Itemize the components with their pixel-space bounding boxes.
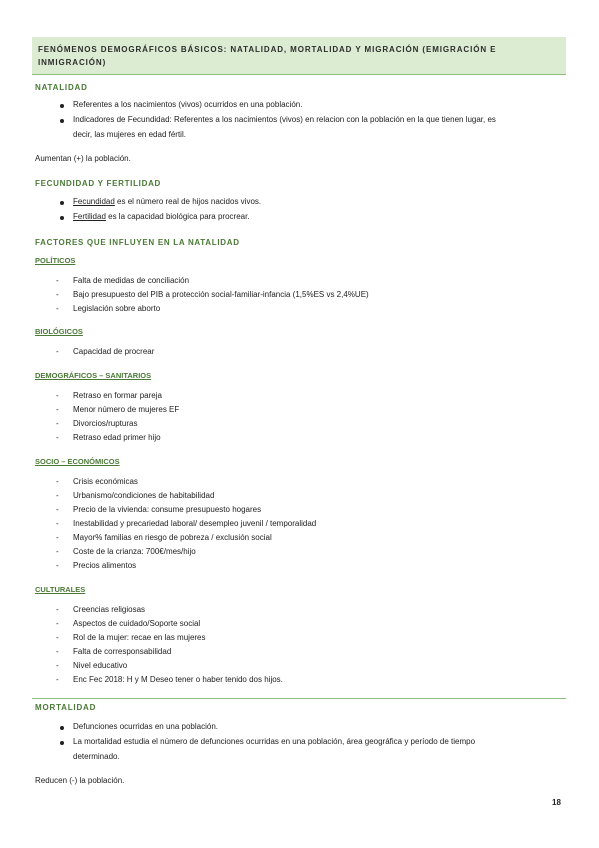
dash-icon: -: [56, 276, 59, 285]
dash-icon: -: [56, 290, 59, 299]
page-number: 18: [552, 798, 561, 807]
dash-icon: -: [56, 605, 59, 614]
culturales-item: Aspectos de cuidado/Soporte social: [73, 619, 201, 628]
biologicos-subheading: BIOLÓGICOS: [35, 327, 83, 336]
demograficos-item: Retraso en formar pareja: [73, 391, 162, 400]
socio-item: Urbanismo/condiciones de habitabilidad: [73, 491, 215, 500]
biologicos-item: Capacidad de procrear: [73, 347, 155, 356]
demograficos-item: Menor número de mujeres EF: [73, 405, 180, 414]
mortalidad-heading: MORTALIDAD: [35, 703, 97, 712]
dash-icon: -: [56, 477, 59, 486]
natalidad-note: Aumentan (+) la población.: [35, 154, 131, 163]
dash-icon: -: [56, 561, 59, 570]
section-title-line2: INMIGRACIÓN): [38, 58, 107, 67]
mortalidad-bullet-2: La mortalidad estudia el número de defunciones ocurridas en una población, área geográfica y período de tiempo: [73, 737, 476, 746]
socio-item: Precios alimentos: [73, 561, 137, 570]
dash-icon: -: [56, 547, 59, 556]
fecundidad-item-1: [73, 197, 261, 206]
fecundidad-heading: FECUNDIDAD Y FERTILIDAD: [35, 179, 162, 188]
culturales-item: Rol de la mujer: recae en las mujeres: [73, 633, 206, 642]
natalidad-bullet-2: Indicadores de Fecundidad: Referentes a los nacimientos (vivos) en relacion con la población en la que tienen lugar, es: [73, 115, 496, 124]
bullet-icon: [60, 726, 64, 730]
demograficos-item: Retraso edad primer hijo: [73, 433, 161, 442]
socio-subheading: SOCIO – ECONÓMICOS: [35, 457, 120, 466]
culturales-item: Falta de corresponsabilidad: [73, 647, 172, 656]
dash-icon: -: [56, 405, 59, 414]
demograficos-item: Divorcios/rupturas: [73, 419, 138, 428]
fecundidad-term: Fecundidad: [73, 197, 115, 206]
demograficos-subheading: DEMOGRÁFICOS – SANITARIOS: [35, 371, 152, 380]
politicos-subheading: POLÍTICOS: [35, 256, 76, 265]
socio-item: Precio de la vivienda: consume presupuesto hogares: [73, 505, 262, 514]
bullet-icon: [60, 741, 64, 745]
dash-icon: -: [56, 433, 59, 442]
dash-icon: -: [56, 619, 59, 628]
mortalidad-bullet-1: Defunciones ocurridas en una población.: [73, 722, 218, 731]
dash-icon: -: [56, 661, 59, 670]
dash-icon: -: [56, 647, 59, 656]
bullet-icon: [60, 201, 64, 205]
socio-item: Coste de la crianza: 700€/mes/hijo: [73, 547, 196, 556]
dash-icon: -: [56, 633, 59, 642]
section-title-line1: FENÓMENOS DEMOGRÁFICOS BÁSICOS: NATALIDAD, MORTALIDAD Y MIGRACIÓN (EMIGRACIÓN E: [38, 45, 497, 54]
dash-icon: -: [56, 491, 59, 500]
culturales-item: Nivel educativo: [73, 661, 128, 670]
natalidad-bullet-2-cont: decir, las mujeres en edad fértil.: [73, 130, 186, 139]
section-divider: [32, 698, 566, 699]
politicos-item: Falta de medidas de conciliación: [73, 276, 190, 285]
fecundidad-item-2: [73, 212, 250, 221]
fertilidad-term: Fertilidad: [73, 212, 106, 221]
dash-icon: -: [56, 505, 59, 514]
natalidad-heading: NATALIDAD: [35, 83, 88, 92]
dash-icon: -: [56, 419, 59, 428]
dash-icon: -: [56, 304, 59, 313]
culturales-item: Enc Fec 2018: H y M Deseo tener o haber tenido dos hijos.: [73, 675, 283, 684]
dash-icon: -: [56, 533, 59, 542]
fertilidad-definition: es la capacidad biológica para procrear.: [105, 212, 250, 221]
section-title-box: [32, 37, 566, 75]
natalidad-bullet-1: Referentes a los nacimientos (vivos) ocurridos en una población.: [73, 100, 303, 109]
dash-icon: -: [56, 391, 59, 400]
culturales-subheading: CULTURALES: [35, 585, 86, 594]
socio-item: Crisis económicas: [73, 477, 138, 486]
culturales-item: Creencias religiosas: [73, 605, 146, 614]
socio-item: Inestabilidad y precariedad laboral/ desempleo juvenil / temporalidad: [73, 519, 317, 528]
factores-heading: FACTORES QUE INFLUYEN EN LA NATALIDAD: [35, 238, 240, 247]
bullet-icon: [60, 104, 64, 108]
politicos-item: Legislación sobre aborto: [73, 304, 161, 313]
mortalidad-note: Reducen (-) la población.: [35, 776, 125, 785]
dash-icon: -: [56, 347, 59, 356]
bullet-icon: [60, 119, 64, 123]
dash-icon: -: [56, 675, 59, 684]
bullet-icon: [60, 216, 64, 220]
mortalidad-bullet-2-cont: determinado.: [73, 752, 120, 761]
socio-item: Mayor% familias en riesgo de pobreza / exclusión social: [73, 533, 272, 542]
fecundidad-definition: es el número real de hijos nacidos vivos.: [114, 197, 262, 206]
politicos-item: Bajo presupuesto del PIB a protección social-familiar-infancia (1,5%ES vs 2,4%UE): [73, 290, 369, 299]
dash-icon: -: [56, 519, 59, 528]
